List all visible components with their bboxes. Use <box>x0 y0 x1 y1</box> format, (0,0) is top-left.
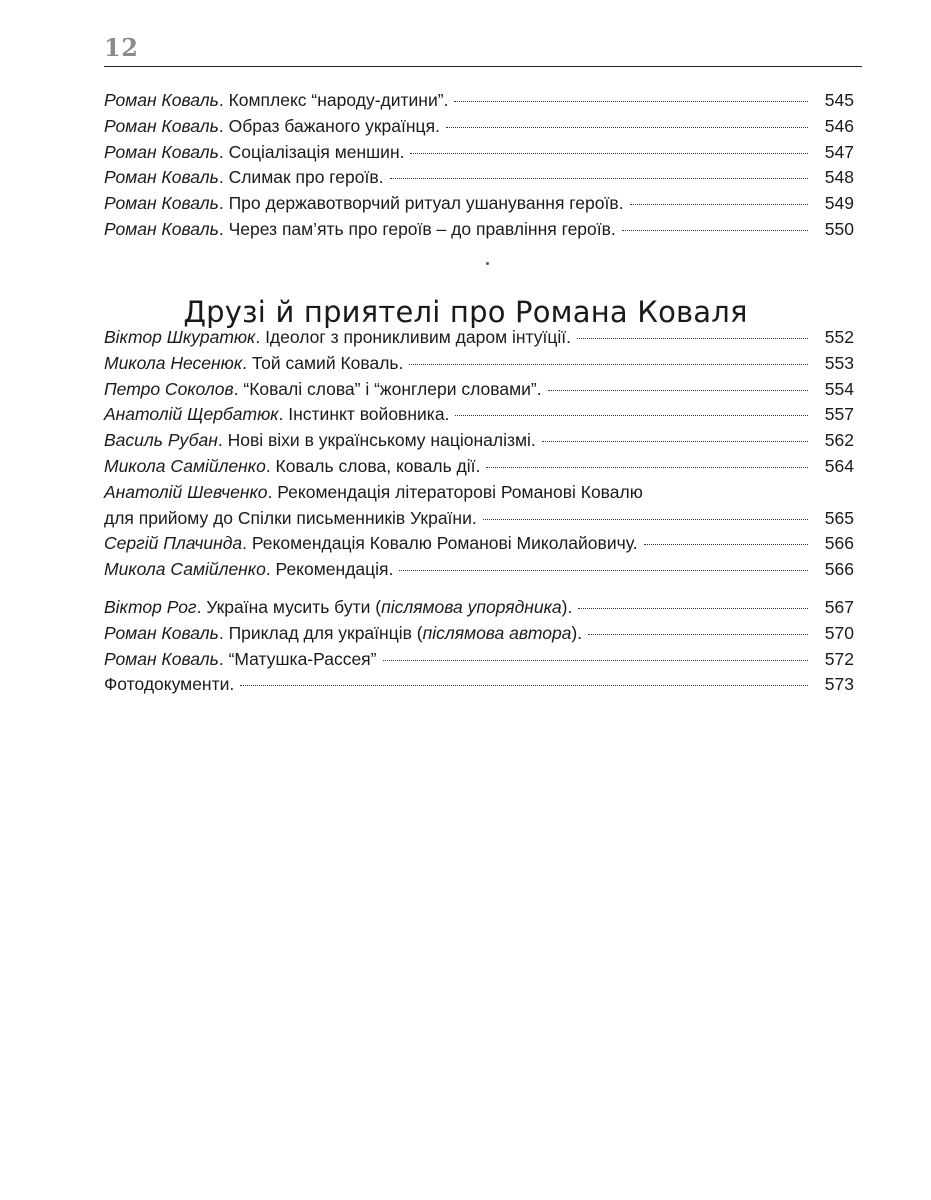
toc-entry-page: 548 <box>824 167 854 188</box>
toc-entry-title: Інстинкт войовника. <box>288 404 450 425</box>
header-rule <box>104 66 862 67</box>
toc-entry: Микола Несенюк . Той самий Коваль. 553 <box>104 351 854 377</box>
dot-leader <box>622 230 808 231</box>
toc-entry: Роман Коваль . Приклад для українців ( післямова автора ). 570 <box>104 621 854 647</box>
toc-entry-page: 547 <box>824 141 854 162</box>
dot-leader <box>454 101 808 102</box>
toc-entry: Анатолій Шевченко. Рекомендація літераторові Романові Ковалю для прийому до Спілки письменників України. 565 <box>104 480 854 532</box>
toc-entry: Роман Коваль . Про державотворчий ритуал ушанування героїв. 549 <box>104 191 854 217</box>
toc-entry-page: 550 <box>824 218 854 239</box>
dot-leader <box>240 685 808 686</box>
toc-entry-author: Анатолій Щербатюк <box>104 404 279 425</box>
toc-entry-title-italic: післямова упорядника <box>381 597 562 617</box>
toc-entry-author: Сергій Плачинда <box>104 533 243 554</box>
dot-leader <box>390 178 808 179</box>
toc-entry-author: Роман Коваль <box>104 193 219 214</box>
toc-entry-page: 562 <box>824 430 854 451</box>
dot-leader <box>409 364 808 365</box>
page-number: 12 <box>104 33 139 62</box>
toc-entry-title: “Ковалі слова” і “жонглери словами”. <box>243 378 542 399</box>
toc-entry-page: 564 <box>824 455 854 476</box>
toc-entry-page: 566 <box>824 533 854 554</box>
toc-entry-title: Приклад для українців ( <box>228 622 423 643</box>
dot-leader <box>446 127 808 128</box>
toc-entry-author: Анатолій Шевченко <box>104 481 268 502</box>
toc-entry: Анатолій Щербатюк . Інстинкт войовника. 557 <box>104 402 854 428</box>
toc-entry: Роман Коваль . Комплекс “народу-дитини”. 545 <box>104 88 854 114</box>
toc-entry-author: Віктор Рог <box>104 597 197 617</box>
toc-entry-author: Віктор Шкуратюк <box>104 327 256 347</box>
toc-entry-title: Про державотворчий ритуал ушанування героїв. <box>228 193 624 214</box>
dot-leader <box>410 153 808 154</box>
dot-leader <box>383 660 809 661</box>
toc-entry-author: Роман Коваль <box>104 90 219 110</box>
toc-entry-page: 552 <box>824 327 854 347</box>
toc-entry-author: Роман Коваль <box>104 115 219 136</box>
toc-entry-page: 545 <box>824 90 854 110</box>
toc-entry-title: Фотодокументи. <box>104 674 235 695</box>
toc-entry-author: Микола Несенюк <box>104 352 243 373</box>
toc-entry-title: Ідеолог з проникливим даром інтуїції. <box>265 327 571 347</box>
toc-entry-title: Соціалізація меншин. <box>228 141 405 162</box>
toc-entry-page: 549 <box>824 193 854 214</box>
toc-entry-page: 567 <box>824 597 854 617</box>
toc-group-koval-articles <box>104 88 854 243</box>
dot-leader <box>399 570 808 571</box>
dot-leader <box>455 415 808 416</box>
toc-entry-page: 557 <box>824 404 854 425</box>
toc-entry-title-continued: для прийому до Спілки письменників України. <box>104 507 477 528</box>
toc-entry-page: 546 <box>824 115 854 136</box>
toc-entry-title: Через пам’ять про героїв – до правління героїв. <box>228 218 616 239</box>
dot-leader <box>577 338 808 339</box>
toc-entry: Роман Коваль . Соціалізація меншин. 547 <box>104 140 854 166</box>
toc-entry-title: Рекомендація. <box>275 559 394 580</box>
toc-entry-title: Україна мусить бути ( <box>206 597 382 617</box>
section-title: Друзі й приятелі про Романа Коваля <box>183 295 748 330</box>
toc-entry-title: Рекомендація Ковалю Романові Миколайовичу. <box>251 533 638 554</box>
toc-entry-author: Василь Рубан <box>104 430 218 451</box>
toc-entry: Роман Коваль . Образ бажаного українця. 546 <box>104 114 854 140</box>
toc-entry-title: Нові віхи в українському націоналізмі. <box>227 430 536 451</box>
toc-entry-page: 553 <box>824 352 854 373</box>
toc-entry-author: Микола Самійленко <box>104 455 266 476</box>
toc-entry-title-italic: післямова автора <box>422 622 572 643</box>
toc-entry: Роман Коваль . Слимак про героїв. 548 <box>104 165 854 191</box>
toc-entry-author: Роман Коваль <box>104 648 219 669</box>
toc-entry-title: Комплекс “народу-дитини”. <box>228 90 449 110</box>
print-speck <box>486 262 489 265</box>
toc-entry-page: 565 <box>824 507 854 528</box>
toc-entry: Василь Рубан . Нові віхи в українському націоналізмі. 562 <box>104 428 854 454</box>
toc-entry-title: Образ бажаного українця. <box>228 115 440 136</box>
toc-entry-title: “Матушка-Рассея” <box>228 648 377 669</box>
toc-entry-author: Роман Коваль <box>104 141 219 162</box>
dot-leader <box>588 634 808 635</box>
dot-leader <box>483 519 808 520</box>
toc-entry-author: Роман Коваль <box>104 218 219 239</box>
toc-entry-page: 573 <box>824 674 854 695</box>
toc-entry: Микола Самійленко . Рекомендація. 566 <box>104 557 854 583</box>
toc-entry: Петро Соколов . “Ковалі слова” і “жонглери словами”. 554 <box>104 377 854 403</box>
toc-entry: Роман Коваль . “Матушка-Рассея” 572 <box>104 647 854 673</box>
toc-entry-title: Рекомендація літераторові Романові Ковалю <box>277 481 643 502</box>
toc-entry-author: Петро Соколов <box>104 378 234 399</box>
toc-entry-title: Слимак про героїв. <box>228 167 384 188</box>
toc-entry-title-end: ). <box>561 597 573 617</box>
toc-entry-page: 566 <box>824 559 854 580</box>
toc-entry-title: Той самий Коваль. <box>251 352 404 373</box>
toc-entry-title: Коваль слова, коваль дії. <box>275 455 481 476</box>
dot-leader <box>486 467 808 468</box>
toc-group-afterwords <box>104 595 854 698</box>
toc-group-friends <box>104 325 854 583</box>
toc-entry: Сергій Плачинда . Рекомендація Ковалю Романові Миколайовичу. 566 <box>104 531 854 557</box>
toc-entry-title-end: ). <box>571 622 583 643</box>
toc-entry-page: 570 <box>824 622 854 643</box>
toc-entry: Микола Самійленко . Коваль слова, коваль дії. 564 <box>104 454 854 480</box>
toc-entry: Роман Коваль . Через пам’ять про героїв – до правління героїв. 550 <box>104 217 854 243</box>
toc-entry <box>104 672 854 698</box>
dot-leader <box>578 608 808 609</box>
toc-entry: Віктор Рог . Україна мусить бути ( післямова упорядника ). 567 <box>104 595 854 621</box>
toc-entry-author: Роман Коваль <box>104 167 219 188</box>
toc-entry-page: 572 <box>824 648 854 669</box>
dot-leader <box>630 204 808 205</box>
toc-entry-page: 554 <box>824 378 854 399</box>
dot-leader <box>644 544 808 545</box>
toc-entry-author: Микола Самійленко <box>104 559 266 580</box>
toc-entry: Віктор Шкуратюк . Ідеолог з проникливим даром інтуїції. 552 <box>104 325 854 351</box>
toc-entry-author: Роман Коваль <box>104 622 219 643</box>
dot-leader <box>542 441 808 442</box>
dot-leader <box>548 390 808 391</box>
